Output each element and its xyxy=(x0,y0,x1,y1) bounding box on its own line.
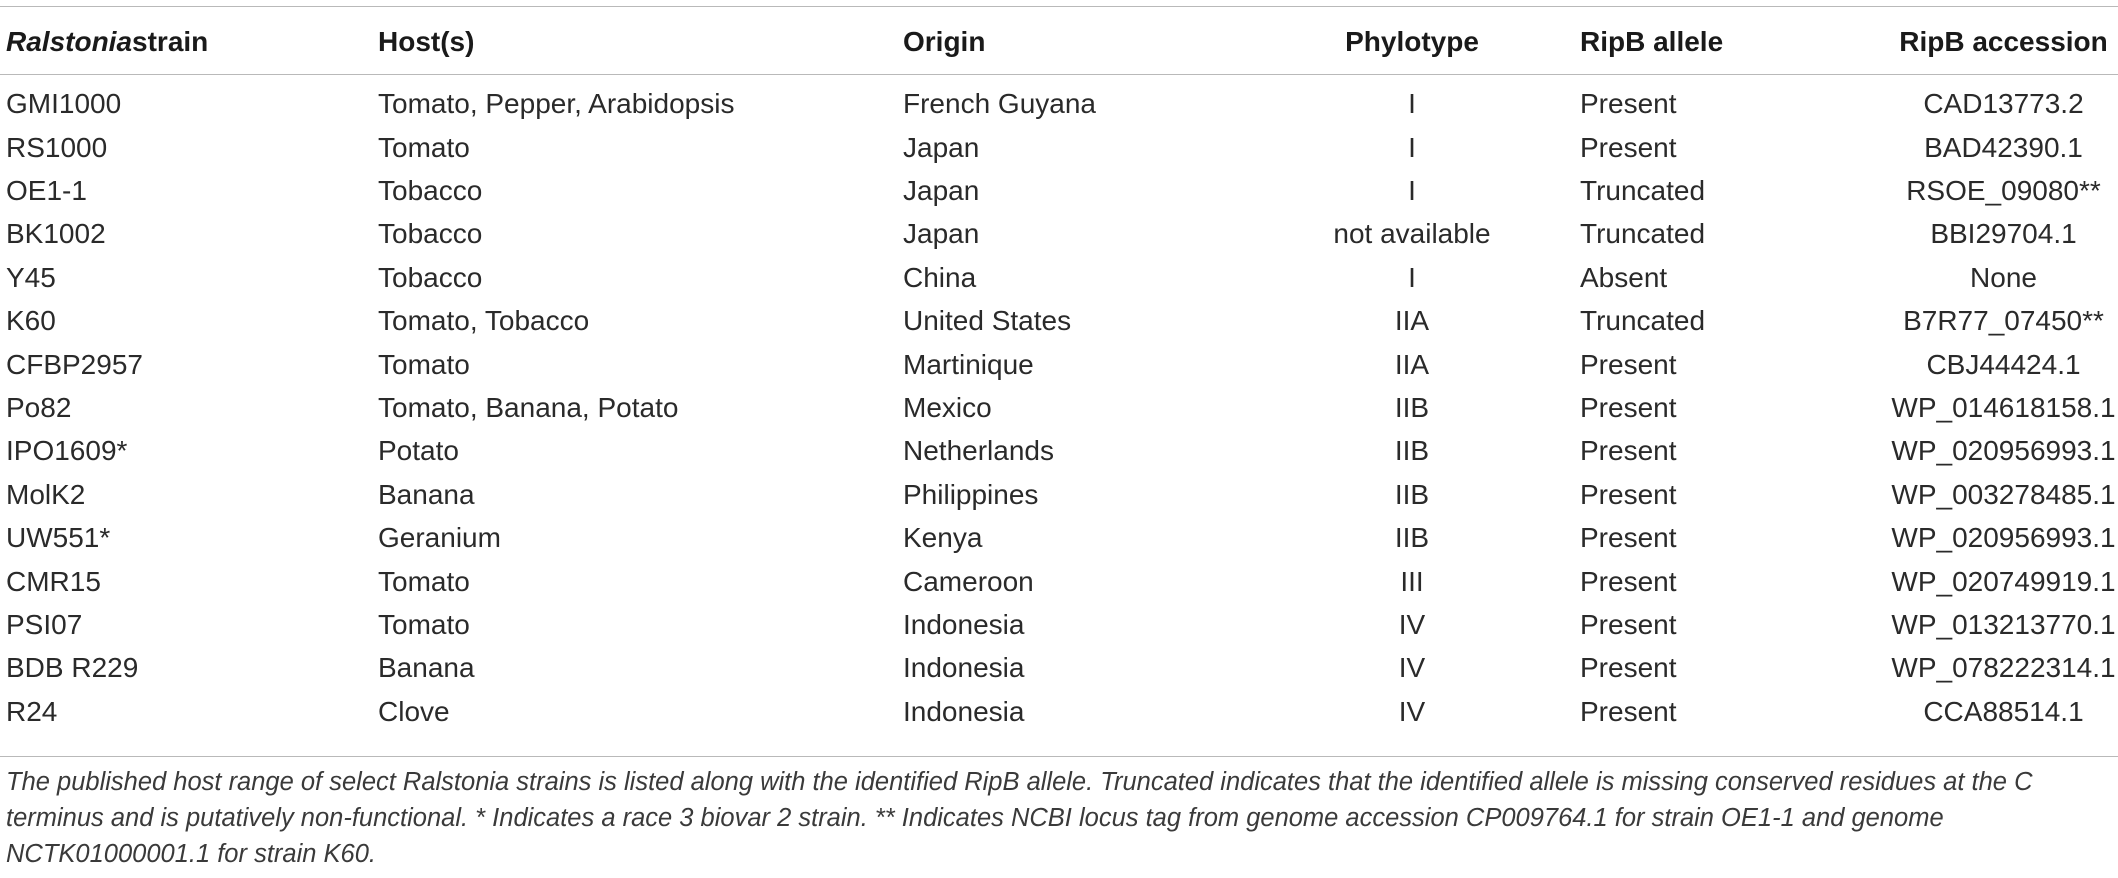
cell-origin: Indonesia xyxy=(903,652,1025,684)
header-strain-genus: Ralstonia xyxy=(6,26,133,57)
cell-phylotype: IV xyxy=(1398,695,1426,727)
cell-accession: WP_020956993.1 xyxy=(1891,522,2116,554)
cell-allele: Present xyxy=(1580,435,1677,467)
table-row xyxy=(0,473,2118,516)
table-row xyxy=(0,76,2118,126)
cell-phylotype: IIA xyxy=(1394,305,1430,337)
cell-strain: K60 xyxy=(6,305,56,337)
cell-host: Tobacco xyxy=(378,175,483,207)
table-body xyxy=(0,76,2118,733)
table-row xyxy=(0,560,2118,603)
cell-strain: MolK2 xyxy=(6,478,86,510)
table-row xyxy=(0,343,2118,386)
cell-strain: BK1002 xyxy=(6,218,106,250)
table-row xyxy=(0,169,2118,212)
cell-phylotype: I xyxy=(1408,88,1416,119)
table-row xyxy=(0,256,2118,299)
cell-accession: WP_020749919.1 xyxy=(1891,565,2116,597)
cell-phylotype: IV xyxy=(1398,608,1426,640)
cell-origin: Indonesia xyxy=(903,695,1025,727)
cell-origin: French Guyana xyxy=(903,88,1096,119)
cell-accession: RSOE_09080** xyxy=(1906,175,2101,207)
cell-host: Tomato xyxy=(378,608,470,640)
cell-allele: Present xyxy=(1580,565,1677,597)
table-row xyxy=(0,300,2118,343)
cell-allele: Present xyxy=(1580,131,1677,163)
cell-phylotype: I xyxy=(1408,261,1416,293)
cell-phylotype: IIB xyxy=(1394,522,1430,554)
cell-strain: CMR15 xyxy=(6,565,101,597)
cell-phylotype: I xyxy=(1408,131,1416,163)
cell-origin: Japan xyxy=(903,218,980,250)
table-bottom-rule xyxy=(0,756,2118,757)
table-row xyxy=(0,517,2118,560)
ralstonia-strain-table xyxy=(0,6,2118,733)
table-row xyxy=(0,126,2118,169)
cell-strain: UW551* xyxy=(6,522,111,554)
cell-accession: WP_003278485.1 xyxy=(1891,478,2116,510)
cell-origin: Cameroon xyxy=(903,565,1034,597)
header-origin: Origin xyxy=(903,26,986,57)
cell-accession: BAD42390.1 xyxy=(1924,131,2083,163)
cell-strain: OE1-1 xyxy=(6,175,87,207)
cell-accession: WP_014618158.1 xyxy=(1891,392,2116,424)
cell-host: Potato xyxy=(378,435,459,467)
cell-allele: Present xyxy=(1580,478,1677,510)
table-header-row xyxy=(0,6,2118,76)
cell-allele: Present xyxy=(1580,652,1677,684)
cell-phylotype: IIB xyxy=(1394,435,1430,467)
cell-host: Clove xyxy=(378,695,450,727)
cell-host: Tomato xyxy=(378,131,470,163)
cell-accession: B7R77_07450** xyxy=(1903,305,2104,337)
cell-phylotype: not available xyxy=(1333,218,1491,250)
header-allele: RipB allele xyxy=(1580,26,1724,57)
cell-phylotype: IIB xyxy=(1394,478,1430,510)
table-row xyxy=(0,213,2118,256)
cell-host: Tomato, Pepper, Arabidopsis xyxy=(378,88,735,119)
cell-accession: None xyxy=(1970,261,2037,293)
cell-allele: Truncated xyxy=(1580,175,1706,207)
cell-origin: United States xyxy=(903,305,1072,337)
cell-allele: Truncated xyxy=(1580,305,1706,337)
cell-allele: Absent xyxy=(1580,261,1668,293)
cell-strain: R24 xyxy=(6,695,58,727)
cell-origin: Martinique xyxy=(903,348,1034,380)
cell-accession: CCA88514.1 xyxy=(1923,695,2084,727)
header-strain xyxy=(0,6,378,76)
cell-allele: Present xyxy=(1580,522,1677,554)
header-strain-word: strain xyxy=(132,26,209,57)
cell-phylotype: IIB xyxy=(1394,392,1430,424)
cell-allele: Present xyxy=(1580,88,1677,119)
cell-allele: Present xyxy=(1580,392,1677,424)
cell-phylotype: I xyxy=(1408,175,1416,207)
cell-host: Tomato xyxy=(378,348,470,380)
header-host: Host(s) xyxy=(378,26,475,57)
cell-allele: Present xyxy=(1580,608,1677,640)
cell-host: Geranium xyxy=(378,522,501,554)
cell-strain: IPO1609* xyxy=(6,435,128,467)
cell-origin: Kenya xyxy=(903,522,983,554)
cell-allele: Present xyxy=(1580,695,1677,727)
cell-accession: WP_020956993.1 xyxy=(1891,435,2116,467)
table-row xyxy=(0,386,2118,429)
cell-host: Tomato, Banana, Potato xyxy=(378,392,679,424)
cell-strain: Po82 xyxy=(6,392,72,424)
cell-allele: Present xyxy=(1580,348,1677,380)
cell-allele: Truncated xyxy=(1580,218,1706,250)
cell-origin: Japan xyxy=(903,175,980,207)
cell-host: Banana xyxy=(378,478,475,510)
cell-origin: Japan xyxy=(903,131,980,163)
cell-strain: Y45 xyxy=(6,261,56,293)
cell-origin: Netherlands xyxy=(903,435,1054,467)
cell-origin: Mexico xyxy=(903,392,992,424)
cell-host: Banana xyxy=(378,652,475,684)
cell-host: Tobacco xyxy=(378,218,483,250)
table-caption: The published host range of select Ralstonia strains is listed along with the identified RipB allele. Truncated indicates that the identified allele is missing conserved residues at the C terminus and is putatively non-functional. * Indicates a race 3 biovar 2 strain. ** Indicates NCBI locus tag from genome accession CP009764.1 for strain OE1-1 and genome NCTK01000001.1 for strain K60. xyxy=(6,768,2033,868)
cell-strain: RS1000 xyxy=(6,131,108,163)
cell-host: Tomato xyxy=(378,565,470,597)
table-row xyxy=(0,647,2118,690)
cell-accession: CBJ44424.1 xyxy=(1926,348,2081,380)
cell-strain: GMI1000 xyxy=(6,88,122,119)
cell-strain: PSI07 xyxy=(6,608,83,640)
cell-host: Tomato, Tobacco xyxy=(378,305,590,337)
table-row xyxy=(0,603,2118,646)
table-row xyxy=(0,690,2118,733)
header-accession: RipB accession xyxy=(1899,26,2108,57)
cell-accession: WP_078222314.1 xyxy=(1891,652,2116,684)
cell-phylotype: IIA xyxy=(1394,348,1430,380)
table-row xyxy=(0,430,2118,473)
cell-phylotype: III xyxy=(1400,565,1424,597)
cell-host: Tobacco xyxy=(378,261,483,293)
cell-accession: CAD13773.2 xyxy=(1923,88,2084,119)
cell-phylotype: IV xyxy=(1398,652,1426,684)
cell-accession: WP_013213770.1 xyxy=(1891,608,2116,640)
header-phylotype: Phylotype xyxy=(1345,26,1479,57)
cell-accession: BBI29704.1 xyxy=(1930,218,2077,250)
cell-strain: BDB R229 xyxy=(6,652,139,684)
cell-origin: Indonesia xyxy=(903,608,1025,640)
cell-origin: Philippines xyxy=(903,478,1039,510)
cell-strain: CFBP2957 xyxy=(6,348,143,380)
cell-origin: China xyxy=(903,261,977,293)
